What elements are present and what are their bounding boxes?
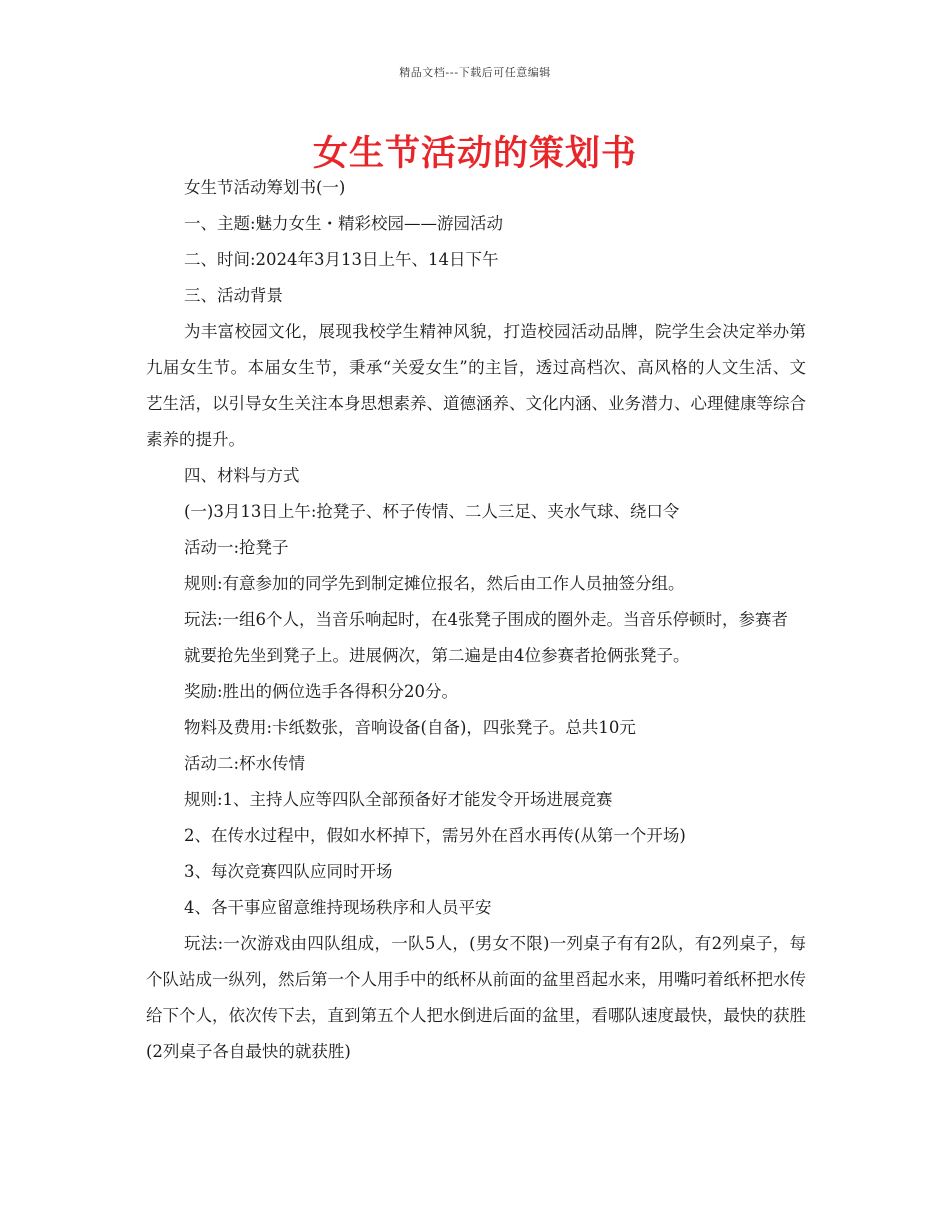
paragraph: 规则:有意参加的同学先到制定摊位报名，然后由工作人员抽签分组。 <box>184 574 685 593</box>
paragraph: 3、每次竞赛四队应同时开场 <box>184 862 393 881</box>
paragraph: 玩法:一次游戏由四队组成，一队5人，(男女不限)一列桌子有有2队，有2列桌子，每个队站成一纵列，然后第一个人用手中的纸杯从前面的盆里舀起水来，用嘴叼着纸杯把水传给下个人，依次传下去，直到第五个人把水倒进后面的盆里，看哪队速度最快，最快的获胜(2列桌子各自最快的就获胜) <box>146 934 806 1061</box>
paragraph: 活动二:杯水传情 <box>184 754 306 773</box>
paragraph: 女生节活动筹划书(一) <box>184 178 346 197</box>
header-note: 精品文档---下载后可任意编辑 <box>399 66 551 79</box>
document-title: 女生节活动的策划书 <box>312 134 637 174</box>
paragraph: 4、各干事应留意维持现场秩序和人员平安 <box>184 898 492 917</box>
paragraph: (一)3月13日上午:抢凳子、杯子传情、二人三足、夹水气球、绕口令 <box>184 502 680 521</box>
document-body <box>146 170 806 1070</box>
paragraph: 规则:1、主持人应等四队全部预备好才能发令开场进展竞赛 <box>184 790 613 809</box>
paragraph: 奖励:胜出的俩位选手各得积分20分。 <box>184 682 459 701</box>
paragraph: 活动一:抢凳子 <box>184 538 289 557</box>
paragraph: 四、材料与方式 <box>184 466 300 485</box>
paragraph: 一、主题:魅力女生・精彩校园——游园活动 <box>184 214 504 233</box>
paragraph: 为丰富校园文化，展现我校学生精神风貌，打造校园活动品牌，院学生会决定举办第九届女生节。本届女生节，秉承“关爱女生”的主旨，透过高档次、高风格的人文生活、文艺生活，以引导女生关注本身思想素养、道德涵养、文化内涵、业务潜力、心理健康等综合素养的提升。 <box>146 322 806 449</box>
paragraph: 2、在传水过程中，假如水杯掉下，需另外在舀水再传(从第一个开场) <box>184 826 686 845</box>
paragraph: 三、活动背景 <box>184 286 283 305</box>
paragraph: 玩法:一组6个人，当音乐响起时，在4张凳子围成的圈外走。当音乐停顿时，参赛者 <box>184 610 789 629</box>
paragraph: 物料及费用:卡纸数张，音响设备(自备)，四张凳子。总共10元 <box>184 718 636 737</box>
paragraph: 就要抢先坐到凳子上。进展俩次，第二遍是由4位参赛者抢俩张凳子。 <box>184 646 690 665</box>
paragraph: 二、时间:2024年3月13日上午、14日下午 <box>184 250 499 269</box>
